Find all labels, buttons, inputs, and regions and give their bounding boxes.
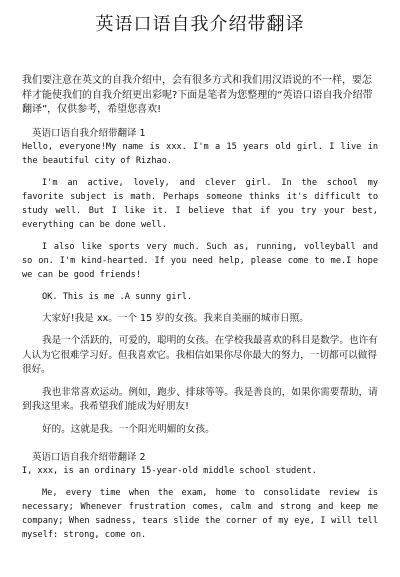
spacer bbox=[22, 232, 378, 240]
spacer bbox=[22, 304, 378, 312]
spacer bbox=[22, 282, 378, 290]
section-1-en-paragraph-1: Hello, everyone!My name is xxx. I'm a 15 years old girl. I live in the beautiful city of Rizhao. bbox=[22, 141, 378, 166]
section-1-heading: 英语口语自我介绍带翻译 1 bbox=[32, 127, 146, 139]
spacer bbox=[22, 378, 378, 386]
section-1-en-paragraph-2: I'm an active, lovely, and clever girl. In the school my favorite subject is math. Perhaps someone thinks it's difficult to study well. But I like it. I believe that if you try your best, everything can be done well. bbox=[22, 177, 378, 230]
intro-paragraph: 我们要注意在英文的自我介绍中，会有很多方式和我们用汉语说的不一样，要怎样才能使我们的自我介绍更出彩呢?下面是笔者为您整理的“英语口语自我介绍带翻译”，仅供参考，希望您喜欢! bbox=[22, 75, 373, 115]
spacer bbox=[22, 168, 378, 176]
section-1-cn-paragraph-3: 我也非常喜欢运动。例如，跑步、排球等等。我是善良的，如果你需要帮助，请到我这里来。我希望我们能成为好朋友! bbox=[22, 386, 378, 412]
section-1-en-paragraph-4: OK. This is me .A sunny girl. bbox=[42, 291, 193, 302]
spacer bbox=[22, 478, 378, 486]
document-title: 英语口语自我介绍带翻译 bbox=[95, 14, 305, 35]
section-2-en-paragraph-2: Me, every time when the exam, home to consolidate review is necessary; Whenever frustration comes, calm and strong and keep me company; When sadness, tears slide the corner of my eye, I will tell myself: strong, come on. bbox=[22, 488, 378, 540]
section-1-cn-paragraph-2: 我是一个活跃的，可爱的，聪明的女孩。在学校我最喜欢的科目是数学。也许有人认为它很难学习好。但我喜欢它。我相信如果你尽你最大的努力，一切都可以做得很好。 bbox=[22, 335, 378, 375]
section-1-en-paragraph-3: I also like sports very much. Such as, running, volleyball and so on. I'm kind-hearted. If you need help, please come to me.I hope we can be good friends! bbox=[22, 241, 378, 280]
spacer bbox=[22, 326, 378, 334]
section-1-cn-paragraph-1: 大家好!我是 xx。一个 15 岁的女孩。我来自美丽的城市日照。 bbox=[42, 312, 309, 324]
spacer bbox=[22, 415, 378, 423]
section-1-cn-paragraph-4: 好的。这就是我。一个阳光明媚的女孩。 bbox=[42, 423, 215, 435]
section-2-en-paragraph-1: I, xxx, is an ordinary 15-year-old middle school student. bbox=[22, 466, 317, 476]
section-2-heading: 英语口语自我介绍带翻译 2 bbox=[32, 452, 146, 463]
